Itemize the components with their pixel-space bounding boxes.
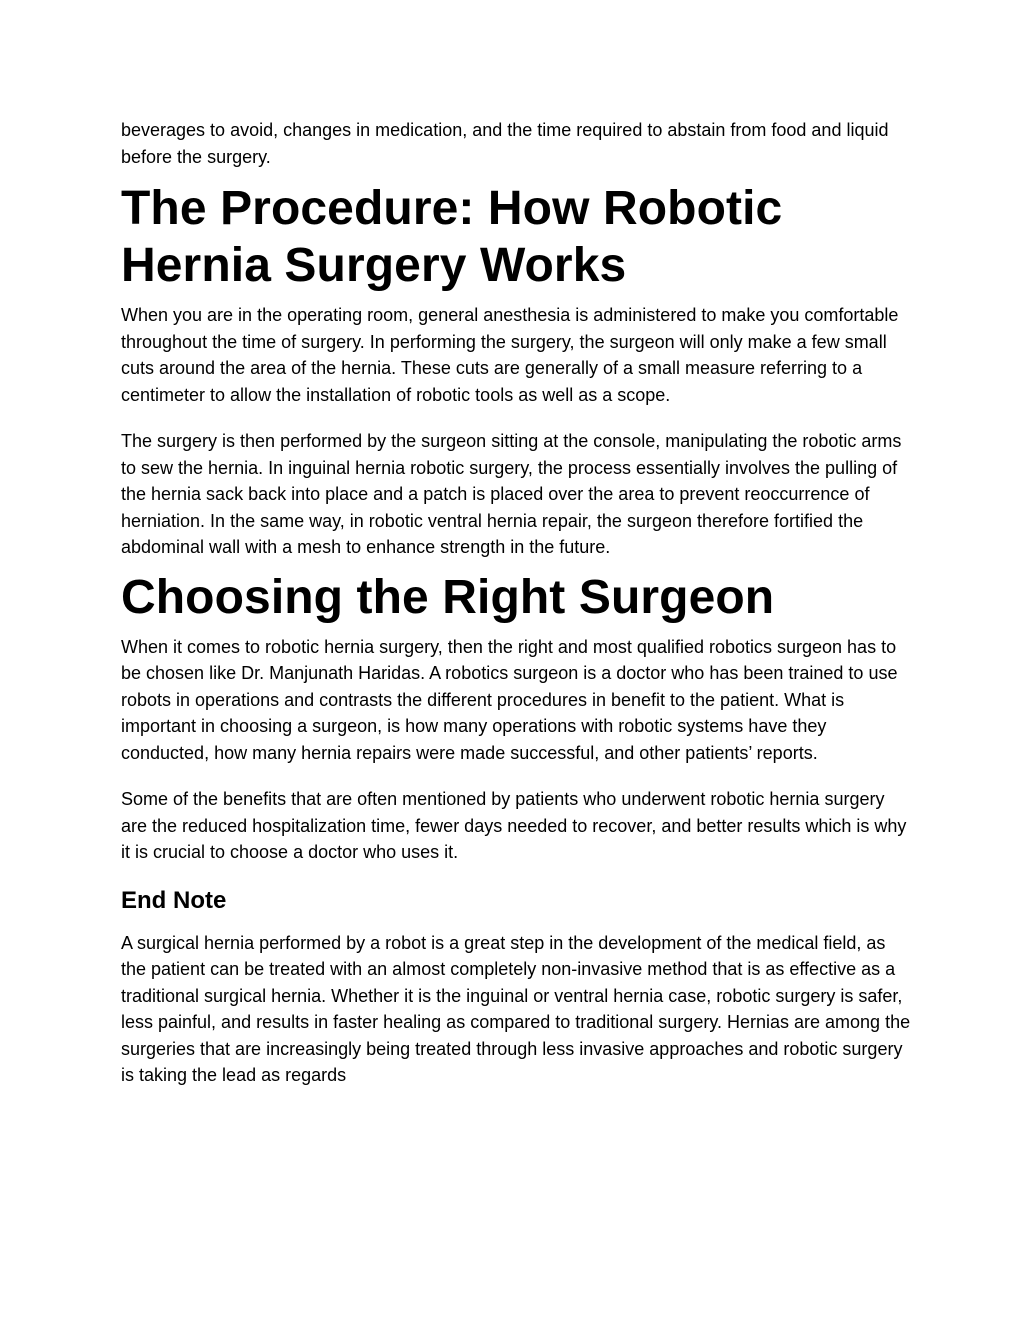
surgeon-paragraph-1: When it comes to robotic hernia surgery, then the right and most qualified robotics surgeon has to be chosen like Dr. Manjunath Haridas. A robotics surgeon is a doctor who has been trained to use robots in operations and contrasts the different procedures in benefit to the patient. What is important in choosing a surgeon, is how many operations with robotic systems have they conducted, how many hernia repairs were made successful, and other patients’ reports.	[121, 636, 898, 763]
document-page	[121, 117, 911, 1089]
procedure-paragraph-2: The surgery is then performed by the surgeon sitting at the console, manipulating the robotic arms to sew the hernia. In inguinal hernia robotic surgery, the process essentially involves the pulling of the hernia sack back into place and a patch is placed over the area to prevent reoccurrence of herniation. In the same way, in robotic ventral hernia repair, the surgeon therefore fortified the abdominal wall with a mesh to enhance strength in the future.	[121, 431, 902, 557]
end-note-heading: End Note	[121, 886, 227, 914]
procedure-paragraph-1: When you are in the operating room, general anesthesia is administered to make you comfortable throughout the time of surgery. In performing the surgery, the surgeon will only make a few small cuts around the area of the hernia. These cuts are generally of a small measure referring to a centimeter to allow the installation of robotic tools as well as a scope.	[121, 305, 899, 405]
procedure-heading: The Procedure: How Robotic Hernia Surgery Works	[121, 182, 783, 292]
surgeon-paragraph-2: Some of the benefits that are often mentioned by patients who underwent robotic hernia surgery are the reduced hospitalization time, fewer days needed to recover, and better results which is why it is crucial to choose a doctor who uses it.	[121, 789, 907, 862]
surgeon-heading: Choosing the Right Surgeon	[121, 570, 775, 624]
end-note-paragraph-1: A surgical hernia performed by a robot is a great step in the development of the medical field, as the patient can be treated with an almost completely non-invasive method that is as effective as a traditional surgical hernia. Whether it is the inguinal or ventral hernia case, robotic surgery is safer, less painful, and results in faster healing as compared to traditional surgery. Hernias are among the surgeries that are increasingly being treated through less invasive approaches and robotic surgery is taking the lead as regards	[121, 932, 911, 1085]
intro-paragraph: beverages to avoid, changes in medication, and the time required to abstain from food and liquid before the surgery.	[121, 120, 889, 167]
